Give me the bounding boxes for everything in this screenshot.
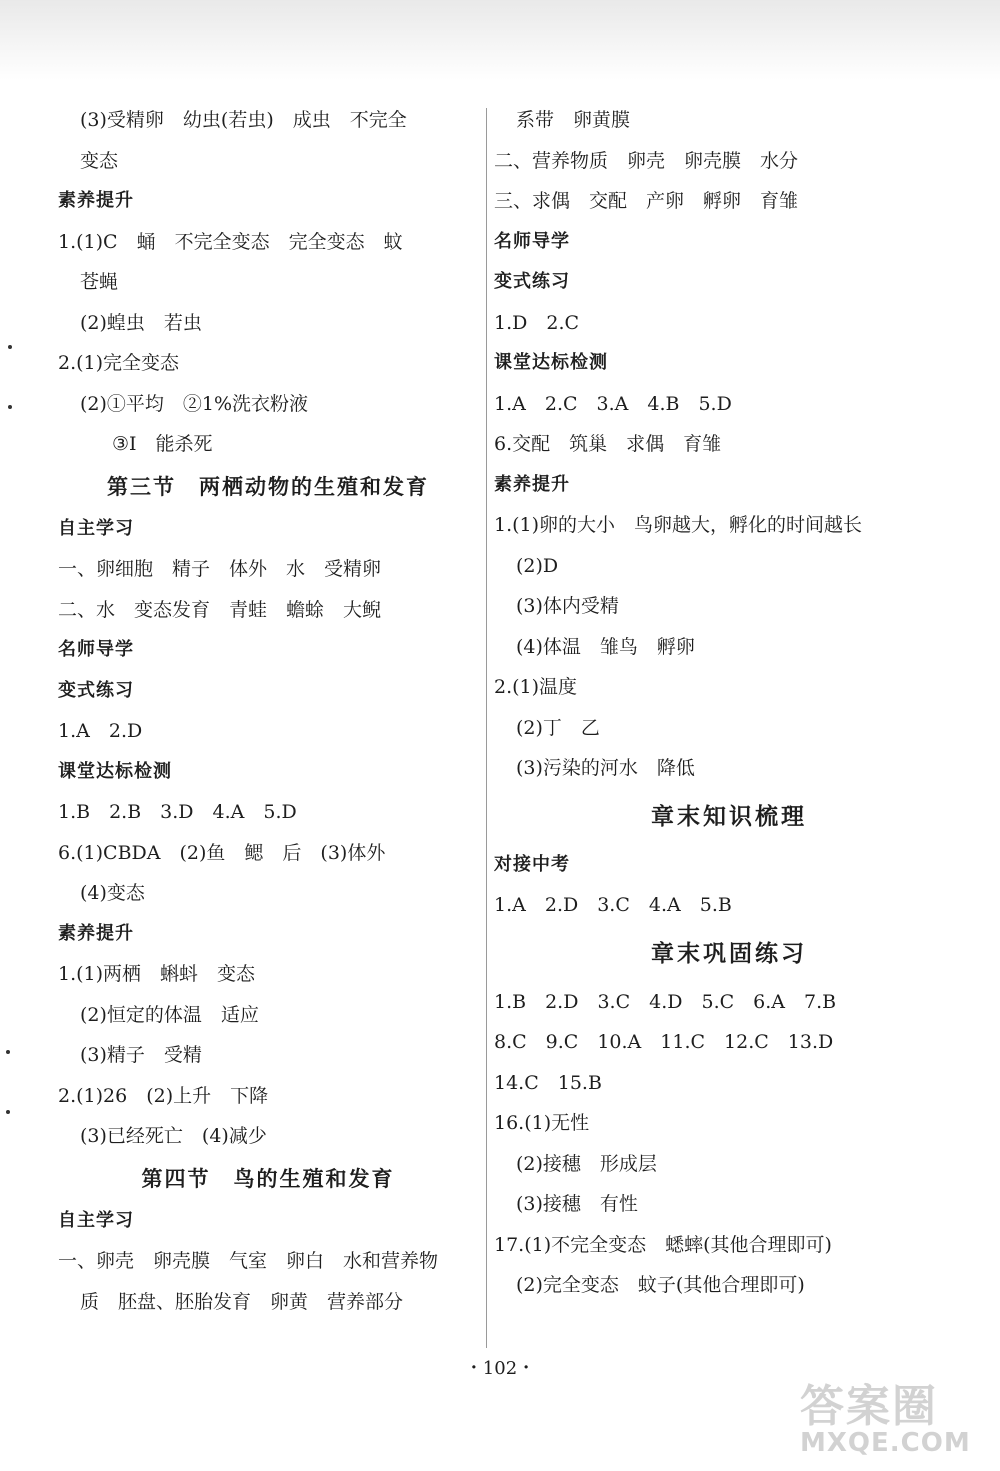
answer-line: 1.(1)两栖 蝌蚪 变态 — [58, 963, 256, 985]
answer-line: 2.(1)完全变态 — [58, 352, 180, 374]
subheading: 素养提升 — [58, 190, 134, 211]
subheading: 名师导学 — [58, 639, 134, 660]
answer-line: 8.C 9.C 10.A 11.C 12.C 13.D — [494, 1031, 834, 1053]
answer-line: 1.(1)C 蛹 不完全变态 完全变态 蚊 — [58, 230, 403, 253]
answer-line: 2.(1)温度 — [494, 676, 578, 698]
watermark-logo — [800, 1370, 990, 1465]
section-title: 第三节 两栖动物的生殖和发育 — [107, 474, 429, 499]
answer-line: 17.(1)不完全变态 蟋蟀(其他合理即可) — [494, 1233, 832, 1256]
answer-line: 二、水 变态发育 青蛙 蟾蜍 大鲵 — [58, 598, 382, 621]
answer-line: (3)接穗 有性 — [516, 1193, 638, 1215]
answer-line: 二、营养物质 卵壳 卵壳膜 水分 — [494, 149, 799, 172]
answer-line: (4)变态 — [80, 882, 145, 904]
answer-line: (2)丁 乙 — [516, 716, 600, 739]
answer-line: 1.(1)卵的大小 鸟卵越大，孵化的时间越长 — [494, 514, 863, 536]
answer-line: (2)蝗虫 若虫 — [80, 311, 202, 334]
answer-line: (3)已经死亡 (4)减少 — [80, 1125, 267, 1147]
answer-line: (3)精子 受精 — [80, 1044, 202, 1066]
scan-top-band — [0, 0, 1000, 80]
answer-line: (3)污染的河水 降低 — [516, 757, 695, 779]
answer-line: 16.(1)无性 — [494, 1112, 590, 1134]
section-title: 章末知识梳理 — [651, 803, 807, 830]
answer-line: (2)D — [516, 554, 559, 577]
subheading: 自主学习 — [58, 1209, 134, 1231]
answer-line: 苍蝇 — [80, 271, 119, 293]
answer-line: 1.A 2.D 3.C 4.A 5.B — [494, 894, 732, 916]
subheading: 课堂达标检测 — [494, 352, 608, 373]
answer-line: (2)完全变态 蚊子(其他合理即可) — [516, 1274, 805, 1296]
answer-line: (2)恒定的体温 适应 — [80, 1003, 259, 1026]
answer-line: 1.A 2.D — [58, 720, 143, 742]
subheading: 变式练习 — [494, 271, 570, 292]
answer-line: 质 胚盘、胚胎发育 卵黄 营养部分 — [80, 1290, 404, 1313]
answer-line: (2)①平均 ②1%洗衣粉液 — [80, 392, 309, 415]
subheading: 对接中考 — [494, 853, 570, 875]
page-number: ・102・ — [464, 1358, 536, 1379]
answer-line: 变态 — [80, 149, 119, 172]
answer-line: 1.B 2.B 3.D 4.A 5.D — [58, 801, 297, 823]
scan-dot — [8, 345, 12, 349]
answer-line: 1.A 2.C 3.A 4.B 5.D — [494, 392, 732, 415]
answer-line: 6.交配 筑巢 求偶 育雏 — [494, 433, 722, 455]
answer-line: 14.C 15.B — [494, 1071, 602, 1094]
answer-line: (3)受精卵 幼虫(若虫) 成虫 不完全 — [80, 109, 407, 131]
subheading: 变式练习 — [58, 679, 134, 701]
watermark-url: MXQE.COM — [800, 1428, 971, 1458]
section-title: 章末巩固练习 — [651, 940, 807, 967]
left-column — [58, 100, 478, 1322]
subheading: 素养提升 — [58, 922, 134, 944]
right-column — [494, 100, 964, 1306]
scan-dot — [6, 1110, 10, 1114]
scan-dot — [8, 405, 12, 409]
answer-line: 1.D 2.C — [494, 311, 580, 334]
answer-line: ③Ⅰ 能杀死 — [112, 433, 213, 455]
answer-line: (3)体内受精 — [516, 595, 619, 617]
answer-line: 6.(1)CBDA (2)鱼 鳃 后 (3)体外 — [58, 841, 386, 864]
answer-line: 一、卵壳 卵壳膜 气室 卵白 水和营养物 — [58, 1250, 439, 1272]
subheading: 自主学习 — [58, 517, 134, 539]
answer-line: 2.(1)26 (2)上升 下降 — [58, 1084, 269, 1107]
answer-line: 系带 卵黄膜 — [516, 109, 631, 131]
section-title: 第四节 鸟的生殖和发育 — [141, 1166, 395, 1191]
scan-dot — [6, 1050, 10, 1054]
subheading: 名师导学 — [494, 230, 570, 252]
column-divider — [486, 108, 487, 1348]
answer-line: 三、求偶 交配 产卵 孵卵 育雏 — [494, 190, 799, 212]
answer-line: 一、卵细胞 精子 体外 水 受精卵 — [58, 558, 382, 580]
subheading: 素养提升 — [494, 473, 570, 495]
answer-line: 1.B 2.D 3.C 4.D 5.C 6.A 7.B — [494, 990, 837, 1013]
subheading: 课堂达标检测 — [58, 760, 172, 782]
watermark-text: 答案圈 — [800, 1381, 938, 1432]
answer-line: (4)体温 雏鸟 孵卵 — [516, 635, 695, 658]
answer-line: (2)接穗 形成层 — [516, 1152, 657, 1175]
